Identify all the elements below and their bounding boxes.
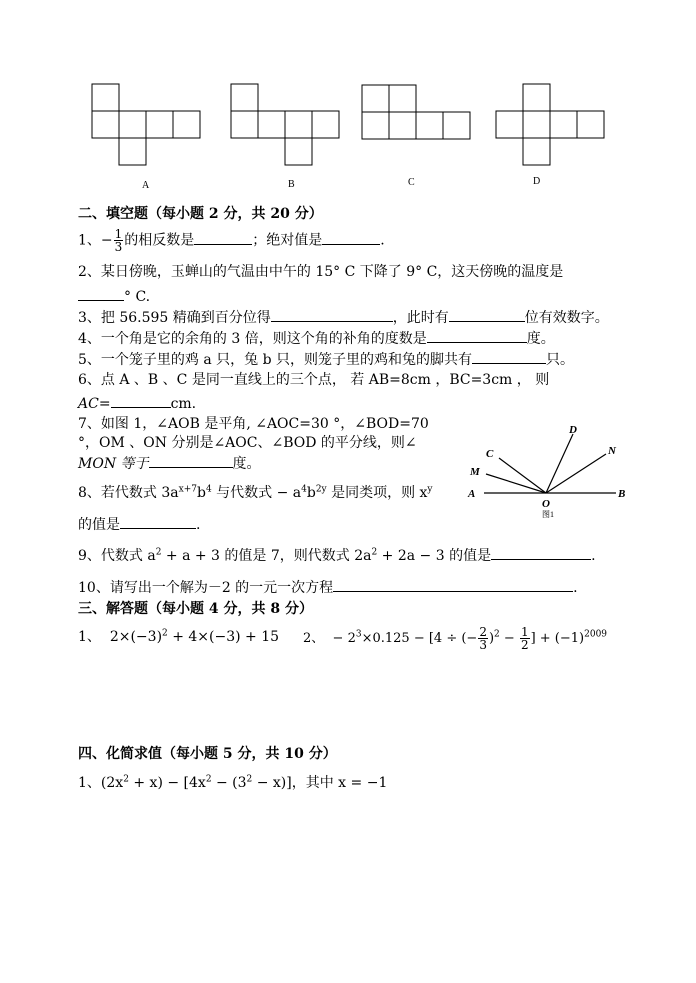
label-o: O xyxy=(542,498,550,510)
q7-text-3a: MON 等于 xyxy=(78,456,149,472)
section4-title: 四、化简求值（每小题 5 分，共 10 分） xyxy=(78,746,337,762)
q2-blank[interactable] xyxy=(78,286,124,301)
q1-fraction xyxy=(114,228,124,253)
question-9 xyxy=(78,545,596,565)
p32-frac-2 xyxy=(520,626,530,651)
p32-frac-1-num: 2 xyxy=(479,625,487,639)
question-6-line-2 xyxy=(78,393,196,413)
p32-s3: 2009 xyxy=(584,629,608,640)
p32-e3: ) xyxy=(488,631,495,646)
p41-e2: + x) − [4x xyxy=(128,775,206,791)
p31-expr: 2×(−3) xyxy=(109,629,163,645)
p32-s1: 3 xyxy=(355,629,362,640)
q1-frac-denominator: 3 xyxy=(114,240,123,254)
question-6-line-1: 6、点 A 、B 、C 是同一直线上的三个点， 若 AB=8cm ，BC=3cm ， 则 xyxy=(78,372,550,388)
net-b xyxy=(231,84,339,165)
q3-blank-1[interactable] xyxy=(271,307,393,322)
q9-sup1: 2 xyxy=(155,547,162,558)
q4-blank[interactable] xyxy=(427,328,527,343)
q3-text-2: ，此时有 xyxy=(392,310,449,326)
q8-t2: b xyxy=(196,485,206,501)
figure-1-caption: 图1 xyxy=(542,510,554,518)
p41-e4: − x)]，其中 x = −1 xyxy=(252,775,388,791)
q10-t1: 10、请写出一个解为－2 的一元一次方程 xyxy=(78,580,334,596)
q1-blank-2[interactable] xyxy=(322,230,380,245)
question-7-line-2: °，OM 、ON 分别是∠AOC、∠BOD 的平分线，则∠ xyxy=(78,435,417,451)
p32-e4: − xyxy=(499,631,519,646)
q5-text-2: 只。 xyxy=(546,352,575,368)
q4-text-1: 4、一个角是它的余角的 3 倍，则这个角的补角的度数是 xyxy=(78,331,427,347)
q6-text-2: AC= xyxy=(78,396,111,412)
p32-frac-2-den: 2 xyxy=(520,638,529,652)
q9-end: . xyxy=(591,548,596,564)
q6-text-3: cm. xyxy=(170,396,197,412)
question-8-line-2 xyxy=(78,514,200,534)
label-c: C xyxy=(486,448,494,460)
problem-4-1 xyxy=(78,774,387,792)
question-2-line-1: 2、某日傍晚，玉蝉山的气温由中午的 15° C 下降了 9° C，这天傍晚的温度是 xyxy=(78,264,564,280)
problem-3-1 xyxy=(78,628,279,646)
q3-text-3: 位有效数字。 xyxy=(524,310,609,326)
q1-frac-numerator: 1 xyxy=(114,227,123,241)
figure-1 xyxy=(466,418,636,518)
q3-blank-2[interactable] xyxy=(449,307,525,322)
p32-e1: − 2 xyxy=(332,631,356,646)
net-a xyxy=(92,84,200,165)
q8-end: . xyxy=(196,517,201,533)
p32-frac-1 xyxy=(478,626,488,651)
p32-frac-2-num: 1 xyxy=(520,625,529,639)
q4-text-2: 度。 xyxy=(526,331,555,347)
label-n: N xyxy=(608,445,616,457)
p31-sup: 2 xyxy=(162,628,168,639)
cube-nets-figure xyxy=(0,0,696,200)
section2-title: 二、填空题（每小题 2 分，共 20 分） xyxy=(78,206,323,222)
ray-oc xyxy=(499,458,546,493)
q7-text-3b: 度。 xyxy=(232,456,261,472)
q7-blank[interactable] xyxy=(149,453,233,468)
q9-sup2: 2 xyxy=(371,547,378,558)
q6-blank[interactable] xyxy=(111,393,171,408)
q8-sup2: 4 xyxy=(205,484,212,495)
q8-sup5: y xyxy=(427,484,433,495)
q9-blank[interactable] xyxy=(491,545,591,560)
p32-num: 2、 xyxy=(303,631,325,646)
section3-title: 三、解答题（每小题 4 分，共 8 分） xyxy=(78,601,313,617)
q8-sup4: 2y xyxy=(315,484,327,495)
question-1 xyxy=(78,228,385,253)
q8-t1: 8、若代数式 3a xyxy=(78,485,179,501)
q1-text-2: ；绝对值是 xyxy=(252,232,323,249)
net-label-d: D xyxy=(533,176,541,187)
p41-s2: 2 xyxy=(205,774,212,785)
label-d: D xyxy=(569,424,577,436)
net-c xyxy=(362,85,470,139)
q8-blank[interactable] xyxy=(120,514,196,529)
ray-om xyxy=(486,474,546,493)
q10-blank[interactable] xyxy=(333,577,573,592)
label-a: A xyxy=(468,488,476,500)
net-label-b: B xyxy=(288,179,295,190)
p31-rest: + 4×(−3) + 15 xyxy=(167,629,280,645)
question-7-line-3 xyxy=(78,453,261,473)
q5-blank[interactable] xyxy=(472,349,546,364)
q8-t3: 与代数式 − a xyxy=(211,485,302,501)
q8-t5: 是同类项，则 x xyxy=(326,485,428,501)
q2-end: ° C. xyxy=(124,289,151,305)
q8-line2: 的值是 xyxy=(78,517,120,533)
q9-t3: + 2a − 3 的值是 xyxy=(377,548,492,564)
label-m: M xyxy=(470,466,480,478)
net-d xyxy=(496,84,604,165)
net-label-a: A xyxy=(142,180,150,191)
p32-s2: 2 xyxy=(494,629,500,640)
p32-frac-1-den: 3 xyxy=(479,638,487,652)
question-7-line-1: 7、如图 1，∠AOB 是平角, ∠AOC=30 °，∠BOD=70 xyxy=(78,416,429,432)
q1-minus: − xyxy=(100,232,113,249)
q1-end: . xyxy=(380,232,385,249)
p32-e2: ×0.125 − [4 ÷ (− xyxy=(361,631,478,646)
question-5 xyxy=(78,349,574,369)
question-8-line-1 xyxy=(78,484,433,502)
p41-e1: (2x xyxy=(100,775,124,791)
label-b: B xyxy=(618,488,626,500)
q8-t4: b xyxy=(306,485,316,501)
question-3 xyxy=(78,307,609,327)
q9-t2: + a + 3 的值是 7，则代数式 2a xyxy=(161,548,372,564)
q9-t1: 9、代数式 a xyxy=(78,548,156,564)
q8-sup1: x+7 xyxy=(178,484,197,495)
q1-num: 1、 xyxy=(78,232,101,249)
question-2-line-2 xyxy=(78,286,150,306)
q3-text-1: 3、把 56.595 精确到百分位得 xyxy=(78,310,271,326)
p41-s3: 2 xyxy=(246,774,253,785)
q8-sup3: 4 xyxy=(301,484,307,495)
q5-text-1: 5、一个笼子里的鸡 a 只，兔 b 只，则笼子里的鸡和兔的脚共有 xyxy=(78,352,473,368)
p41-e3: − (3 xyxy=(211,775,247,791)
p31-num: 1、 xyxy=(78,629,101,645)
question-10 xyxy=(78,577,578,597)
p41-s1: 2 xyxy=(123,774,129,785)
q10-end: . xyxy=(573,580,578,596)
net-label-c: C xyxy=(408,177,415,188)
question-4 xyxy=(78,328,555,348)
q1-text-1: 的相反数是 xyxy=(124,232,195,249)
p41-num: 1、 xyxy=(78,775,101,791)
q1-blank-1[interactable] xyxy=(194,230,252,245)
p32-e5: ] + (−1) xyxy=(530,631,585,646)
problem-3-2 xyxy=(303,626,607,651)
